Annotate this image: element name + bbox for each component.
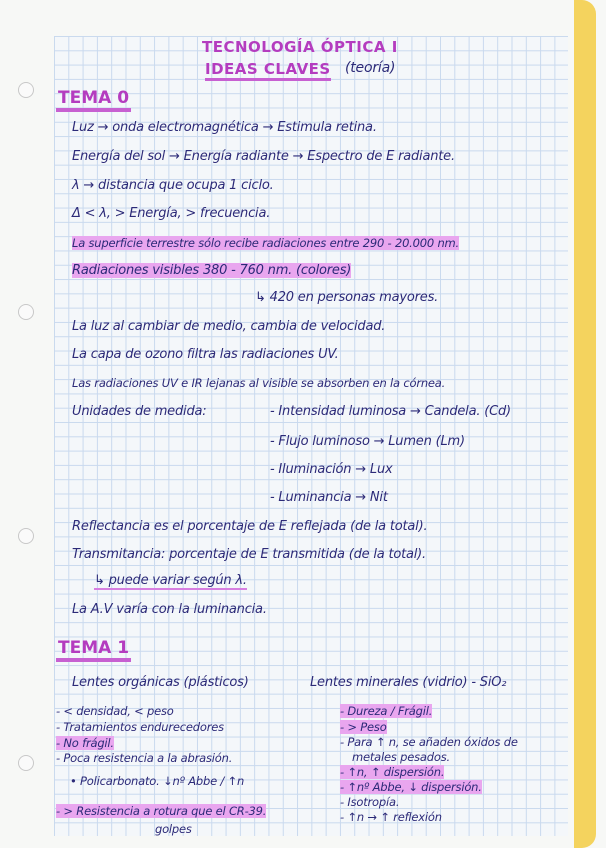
left-item: - Tratamientos endurecedores (56, 720, 224, 734)
right-item: - > Peso (340, 720, 387, 734)
right-item: - ↑n, ↑ dispersión. (340, 765, 445, 779)
title-line2: IDEAS CLAVES (205, 60, 331, 81)
binder-hole (18, 755, 34, 771)
tema1-heading: TEMA 1 (56, 638, 131, 662)
binder-hole (18, 528, 34, 544)
right-item: - ↑n → ↑ reflexión (340, 810, 442, 824)
binder-hole (18, 82, 34, 98)
tema0-item: La capa de ozono filtra las radiaciones UV. (72, 347, 339, 362)
tema0-item: λ → distancia que ocupa 1 ciclo. (72, 178, 274, 193)
right-item: - Dureza / Frágil. (340, 704, 433, 718)
left-item: - > Resistencia a rotura que el CR-39. (56, 804, 267, 818)
title-note: (teoría) (345, 60, 396, 76)
right-column-title: Lentes minerales (vidrio) - SiO₂ (310, 675, 507, 690)
left-note: golpes (155, 822, 192, 836)
tema0-item: Las radiaciones UV e IR lejanas al visible se absorben en la córnea. (72, 376, 446, 390)
right-item: metales pesados. (352, 750, 450, 764)
tema0-heading: TEMA 0 (56, 88, 131, 112)
unit-item: - Iluminación → Lux (270, 462, 393, 477)
right-item: - Para ↑ n, se añaden óxidos de (340, 735, 518, 749)
tema0-item: Reflectancia es el porcentaje de E reflejada (de la total). (72, 519, 428, 534)
tema0-item: La A.V varía con la luminancia. (72, 602, 267, 617)
left-item: - No frágil. (56, 736, 114, 750)
left-item: • Policarbonato. ↓nº Abbe / ↑n (70, 774, 245, 788)
tema0-item: Luz → onda electromagnética → Estimula retina. (72, 120, 377, 135)
tema0-item: Radiaciones visibles 380 - 760 nm. (colores) (72, 263, 352, 278)
tema0-item: Unidades de medida: (72, 404, 207, 419)
title-line1: TECNOLOGÍA ÓPTICA I (202, 38, 398, 56)
tema0-item: La luz al cambiar de medio, cambia de velocidad. (72, 319, 386, 334)
right-item: - Isotropía. (340, 795, 400, 809)
tema0-subitem: ↳ 420 en personas mayores. (255, 290, 439, 305)
unit-item: - Flujo luminoso → Lumen (Lm) (270, 434, 465, 449)
unit-item: - Intensidad luminosa → Candela. (Cd) (270, 404, 511, 419)
tema0-item: Transmitancia: porcentaje de E transmitida (de la total). (72, 547, 426, 562)
tema0-item: Energía del sol → Energía radiante → Espectro de E radiante. (72, 149, 455, 164)
yellow-page-tab (574, 0, 596, 848)
left-item: - < densidad, < peso (56, 704, 174, 718)
binder-hole (18, 304, 34, 320)
left-column-title: Lentes orgánicas (plásticos) (72, 675, 249, 690)
unit-item: - Luminancia → Nit (270, 490, 388, 505)
tema0-item: Δ < λ, > Energía, > frecuencia. (72, 206, 271, 221)
right-item: - ↑nº Abbe, ↓ dispersión. (340, 780, 482, 794)
tema0-item: La superficie terrestre sólo recibe radiaciones entre 290 - 20.000 nm. (72, 236, 459, 250)
left-item: - Poca resistencia a la abrasión. (56, 751, 233, 765)
tema0-subitem: ↳ puede variar según λ. (94, 573, 247, 588)
